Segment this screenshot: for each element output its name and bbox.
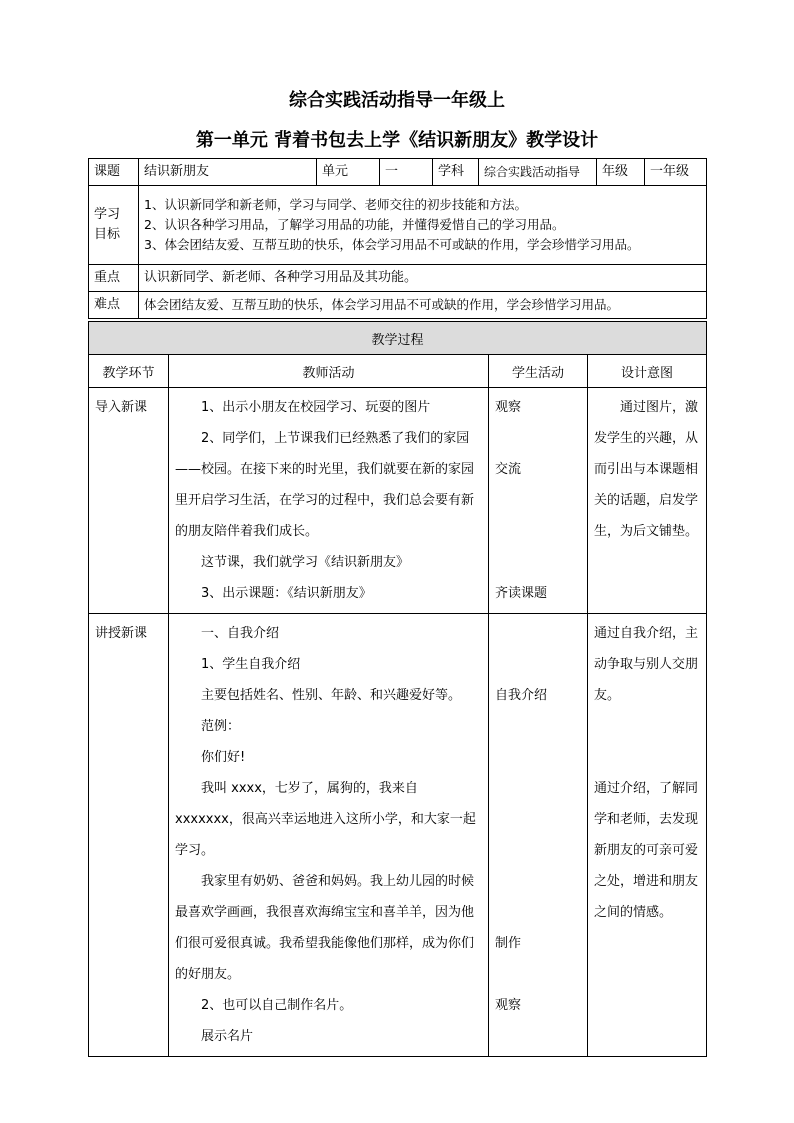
intro-teacher-line: 2、同学们，上节课我们已经熟悉了我们的家园——校园。在接下来的时光里，我们就要在新的家园里开启学习生活，在学习的过程中，我们总会要有新的朋友陪伴着我们成长。 <box>175 431 475 539</box>
subject-label: 学科 <box>433 159 479 186</box>
intro-student-line: 齐读课题 <box>495 586 548 601</box>
difficulties-label: 难点 <box>89 292 139 319</box>
unit-label: 单元 <box>317 159 380 186</box>
intro-student <box>489 388 588 614</box>
intro-student-line: 观察 <box>495 400 522 415</box>
goals-label-line1: 学习 <box>94 207 121 222</box>
difficulties-value: 体会团结友爱、互帮互助的快乐，体会学习用品不可或缺的作用，学会珍惜学习用品。 <box>139 292 707 319</box>
lecture-intent-text: 通过自我介绍，主动争取与别人交朋友。 <box>594 626 699 703</box>
lecture-teacher-line: 范例： <box>201 719 241 734</box>
document-title: 综合实践活动指导一年级上 <box>289 90 505 111</box>
column-student: 学生活动 <box>489 355 588 388</box>
process-heading-row <box>89 322 707 355</box>
lecture-teacher-line: 你们好! <box>201 750 246 765</box>
subject-value: 综合实践活动指导 <box>479 159 597 186</box>
lecture-student-line: 制作 <box>495 936 522 951</box>
document-subtitle: 第一单元 背着书包去上学《结识新朋友》教学设计 <box>195 130 599 151</box>
goals-row <box>89 186 707 265</box>
info-row <box>89 159 707 186</box>
intro-row <box>89 388 707 614</box>
lecture-student <box>489 614 588 1057</box>
unit-value: 一 <box>380 159 433 186</box>
goal-item: 1、认识新同学和新老师，学习与同学、老师交往的初步技能和方法。 <box>144 197 527 212</box>
intro-student-line: 交流 <box>495 462 522 477</box>
lecture-teacher-line: 展示名片 <box>201 1029 254 1044</box>
lecture-teacher <box>169 614 489 1057</box>
lecture-intent <box>588 614 707 1057</box>
key-points-row <box>89 265 707 292</box>
intro-teacher-line: 这节课，我们就学习《结识新朋友》 <box>201 555 410 570</box>
lecture-teacher-line: 1、学生自我介绍 <box>201 657 301 672</box>
lecture-teacher-line: 我叫 xxxx，七岁了，属狗的，我来自 xxxxxxx，很高兴幸运地进入这所小学，和大家一起学习。 <box>175 781 476 858</box>
goals-label-line2: 目标 <box>94 227 121 242</box>
lecture-teacher-line: 我家里有奶奶、爸爸和妈妈。我上幼儿园的时候最喜欢学画画，我很喜欢海绵宝宝和喜羊羊，因为他们很可爱很真诚。我希望我能像他们那样，成为你们的好朋友。 <box>175 874 475 982</box>
lecture-row <box>89 614 707 1057</box>
process-columns-row <box>89 355 707 388</box>
grade-value: 一年级 <box>645 159 707 186</box>
goal-item: 3、体会团结友爱、互帮互助的快乐，体会学习用品不可或缺的作用，学会珍惜学习用品。 <box>144 237 640 252</box>
topic-label: 课题 <box>89 159 139 186</box>
intro-intent-text: 通过图片，激发学生的兴趣，从而引出与本课题相关的话题，启发学生，为后文铺垫。 <box>594 400 699 539</box>
goals-content <box>139 186 707 265</box>
key-points-label: 重点 <box>89 265 139 292</box>
teaching-process-table <box>88 321 707 1057</box>
lecture-intent-text: 通过介绍，了解同学和老师，去发现新朋友的可亲可爱之处，增进和朋友之间的情感。 <box>594 781 699 920</box>
column-intent: 设计意图 <box>588 355 707 388</box>
column-stage: 教学环节 <box>89 355 169 388</box>
lecture-teacher-line: 2、也可以自己制作名片。 <box>201 998 353 1013</box>
key-points-value: 认识新同学、新老师、各种学习用品及其功能。 <box>139 265 707 292</box>
goal-item: 2、认识各种学习用品，了解学习用品的功能，并懂得爱惜自己的学习用品。 <box>144 217 565 232</box>
lecture-student-line: 自我介绍 <box>495 688 548 703</box>
lecture-teacher-line: 一、自我介绍 <box>201 626 280 641</box>
column-teacher: 教师活动 <box>169 355 489 388</box>
lecture-student-line: 观察 <box>495 998 522 1013</box>
intro-stage: 导入新课 <box>89 388 169 614</box>
topic-value: 结识新朋友 <box>139 159 317 186</box>
lecture-teacher-line: 主要包括姓名、性别、年龄、和兴趣爱好等。 <box>201 688 462 703</box>
goals-label <box>89 186 139 265</box>
grade-label: 年级 <box>597 159 645 186</box>
lesson-info-table <box>88 158 707 319</box>
intro-teacher <box>169 388 489 614</box>
difficulties-row <box>89 292 707 319</box>
lecture-stage: 讲授新课 <box>89 614 169 1057</box>
intro-teacher-line: 3、出示课题：《结识新朋友》 <box>201 586 372 601</box>
process-heading: 教学过程 <box>89 322 707 355</box>
intro-teacher-line: 1、出示小朋友在校园学习、玩耍的图片 <box>201 400 431 415</box>
intro-intent <box>588 388 707 614</box>
